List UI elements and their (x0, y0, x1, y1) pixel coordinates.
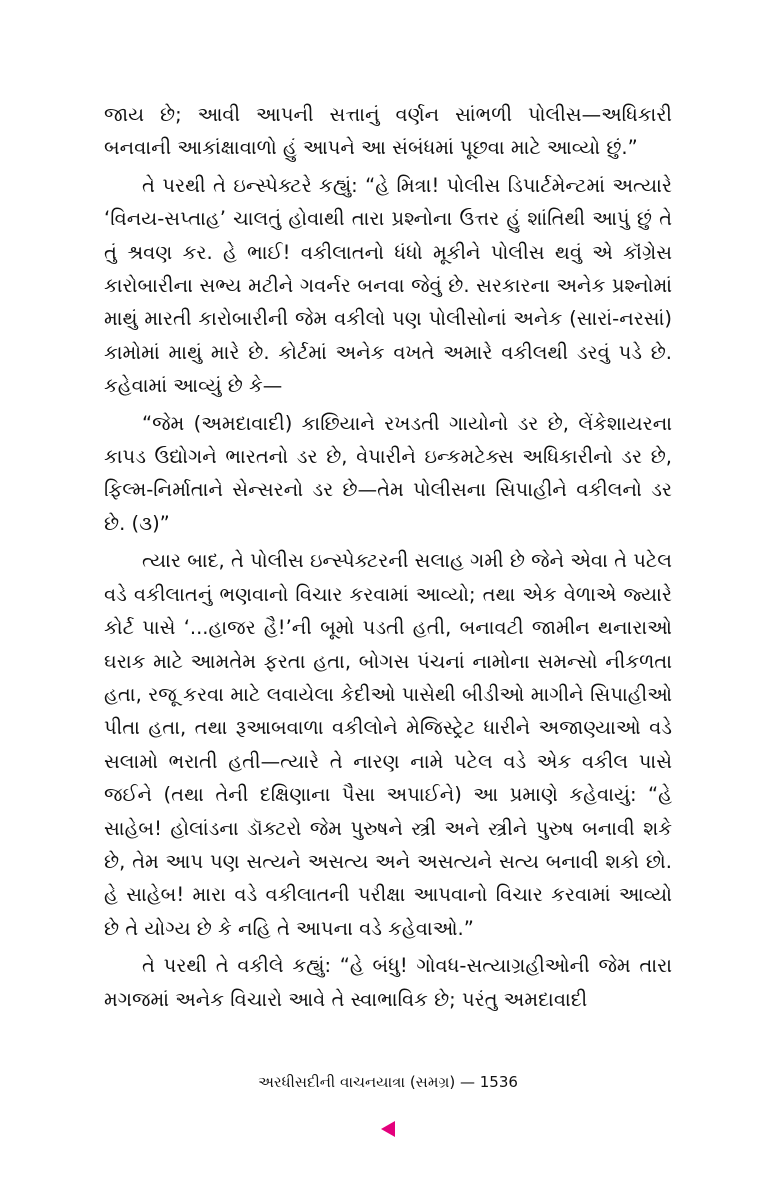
paragraph-1: જાય છે; આવી આપની સત્તાનું વર્ણન સાંભળી પોલીસ—અધિકારી બનવાની આકાંક્ષાવાળો હું આપને આ સંબંધમાં પૂછવા માટે આવ્યો છું.” (104, 103, 672, 160)
paragraph-3-quote: “જેમ (અમદાવાદી) કાછિયાને રખડતી ગાયોનો ડર છે, લેંકેશાયરના કાપડ ઉદ્યોગને ભારતનો ડર છે, વેપારીને ઇન્કમટેક્સ અધિકારીનો ડર છે, ફિલ્મ-નિર્માતાને સેન્સરનો ડર છે—તેમ પોલીસના સિપાહીને વકીલનો ડર છે. (૩)” (104, 411, 672, 535)
paragraph-2: તે પરથી તે ઇન્સ્પેક્ટરે કહ્યું: “હે મિત્રા! પોલીસ ડિપાર્ટમેન્ટમાં અત્યારે ‘વિનય-સપ્તાહ’ ચાલતું હોવાથી તારા પ્રશ્નોના ઉત્તર હું શાંતિથી આપું છું તે તું શ્રવણ કર. હે ભાઈ! વકીલાતનો ધંધો મૂકીને પોલીસ થવું એ કૉંગ્રેસ કારોબારીના સભ્ય મટીને ગવર્નર બનવા જેવું છે. સરકારના અનેક પ્રશ્નોમાં માથું મારતી કારોબારીની જેમ વકીલો પણ પોલીસોનાં અનેક (સારાં-નરસાં) કામોમાં માથું મારે છે. કોર્ટમાં અનેક વખતે અમારે વકીલથી ડરવું પડે છે. કહેવામાં આવ્યું છે કે— (104, 173, 672, 398)
previous-page-icon[interactable] (381, 1121, 395, 1137)
paragraph-5: તે પરથી તે વકીલે કહ્યું: “હે બંધુ! ગોવધ-સત્યાગ્રહીઓની જેમ તારા મગજમાં અનેક વિચારો આવે તે સ્વાભાવિક છે; પરંતુ અમદાવાદી (104, 954, 672, 1011)
page-body (104, 98, 672, 1020)
page-footer: અરધીસદીની વાચનયાત્રા (સમગ્ર) — 1536 (258, 1073, 518, 1091)
paragraph-4: ત્યાર બાદ, તે પોલીસ ઇન્સ્પેક્ટરની સલાહ ગમી છે જેને એવા તે પટેલ વડે વકીલાતનું ભણવાનો વિચાર કરવામાં આવ્યો; તથા એક વેળાએ જ્યારે કોર્ટ પાસે ‘...હાજર હૈ!’ની બૂમો પડતી હતી, બનાવટી જામીન થનારાઓ ઘરાક માટે આમતેમ ફરતા હતા, બોગસ પંચનાં નામોના સમન્સો નીકળતા હતા, રજૂ કરવા માટે લવાયેલા કેદીઓ પાસેથી બીડીઓ માગીને સિપાહીઓ પીતા હતા, તથા રૂઆબવાળા વકીલોને મેજિસ્ટ્રેટ ધારીને અજાણ્યાઓ વડે સલામો ભરાતી હતી—ત્યારે તે નારણ નામે પટેલ વડે એક વકીલ પાસે જઈને (તથા તેની દક્ષિણાના પૈસા અપાઈને) આ પ્રમાણે કહેવાયું: “હે સાહેબ! હોલાંડના ડૉક્ટરો જેમ પુરુષને સ્ત્રી અને સ્ત્રીને પુરુષ બનાવી શકે છે, તેમ આપ પણ સત્યને અસત્ય અને અસત્યને સત્ય બનાવી શકો છો. હે સાહેબ! મારા વડે વકીલાતની પરીક્ષા આપવાનો વિચાર કરવામાં આવ્યો છે તે યોગ્ય છે કે નહિ તે આપના વડે કહેવાઓ.” (104, 549, 672, 940)
